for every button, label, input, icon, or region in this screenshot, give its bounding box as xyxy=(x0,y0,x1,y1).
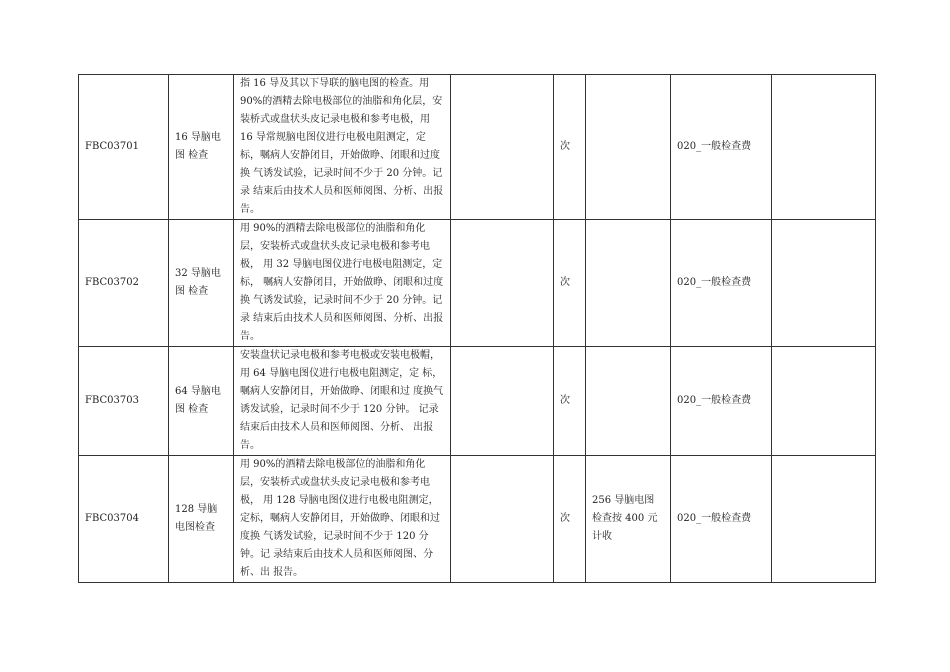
item-content: 用 90%的酒精去除电极部位的油脂和角化层，安装桥式或盘状头皮记录电极和参考电极， 用 32 导脑电图仪进行电极电阻测定，定标， 嘱病人安静闭目，开始做睁、闭眼和过度换 气诱发试验，记录时间不少于 20 分钟。记录 结束后由技术人员和医师阅图、分析、出报 告。 xyxy=(234,220,451,347)
item-excluded xyxy=(451,456,554,583)
item-name: 128 导脑电图检查 xyxy=(169,456,234,583)
item-content: 安装盘状记录电极和参考电极或安装电极帽，用 64 导脑电图仪进行电极电阻测定，定 标，嘱病人安静闭目，开始做睁、闭眼和过 度换气诱发试验，记录时间不少于 120 分钟。 记录结束后由技术人员和医师阅图、分析、 出报告。 xyxy=(234,347,451,456)
table-row xyxy=(79,75,876,220)
item-name: 16 导脑电图 检查 xyxy=(169,75,234,220)
item-extra xyxy=(772,220,876,347)
item-unit: 次 xyxy=(554,456,586,583)
item-category: 020_一般检查费 xyxy=(671,456,772,583)
item-code: FBC03704 xyxy=(79,456,169,583)
item-unit: 次 xyxy=(554,220,586,347)
fee-item-table xyxy=(78,74,876,583)
item-name: 64 导脑电图 检查 xyxy=(169,347,234,456)
item-content: 用 90%的酒精去除电极部位的油脂和角化层，安装桥式或盘状头皮记录电极和参考电极， 用 128 导脑电图仪进行电极电阻测定，定标，嘱病人安静闭目，开始做睁、闭眼和过度换 气诱发试验，记录时间不少于 120 分钟。记 录结束后由技术人员和医师阅图、分析、出 报告。 xyxy=(234,456,451,583)
item-category: 020_一般检查费 xyxy=(671,75,772,220)
item-content: 指 16 导及其以下导联的脑电图的检查。用 90%的酒精去除电极部位的油脂和角化层，安 装桥式或盘状头皮记录电极和参考电极，用 16 导常规脑电图仪进行电极电阻测定，定标，嘱病人安静闭目，开始做睁、闭眼和过度换 气诱发试验，记录时间不少于 20 分钟。记录 结束后由技术人员和医师阅图、分析、出报 告。 xyxy=(234,75,451,220)
item-note: 256 导脑电图检查按 400 元计收 xyxy=(586,456,671,583)
item-excluded xyxy=(451,347,554,456)
item-note xyxy=(586,220,671,347)
item-name: 32 导脑电图 检查 xyxy=(169,220,234,347)
item-note xyxy=(586,347,671,456)
item-code: FBC03703 xyxy=(79,347,169,456)
item-note xyxy=(586,75,671,220)
item-extra xyxy=(772,75,876,220)
table-row xyxy=(79,456,876,583)
item-excluded xyxy=(451,220,554,347)
item-unit: 次 xyxy=(554,347,586,456)
item-extra xyxy=(772,456,876,583)
table-row xyxy=(79,347,876,456)
item-unit: 次 xyxy=(554,75,586,220)
item-code: FBC03702 xyxy=(79,220,169,347)
item-category: 020_一般检查费 xyxy=(671,347,772,456)
item-category: 020_一般检查费 xyxy=(671,220,772,347)
item-code: FBC03701 xyxy=(79,75,169,220)
item-excluded xyxy=(451,75,554,220)
table-row xyxy=(79,220,876,347)
item-extra xyxy=(772,347,876,456)
